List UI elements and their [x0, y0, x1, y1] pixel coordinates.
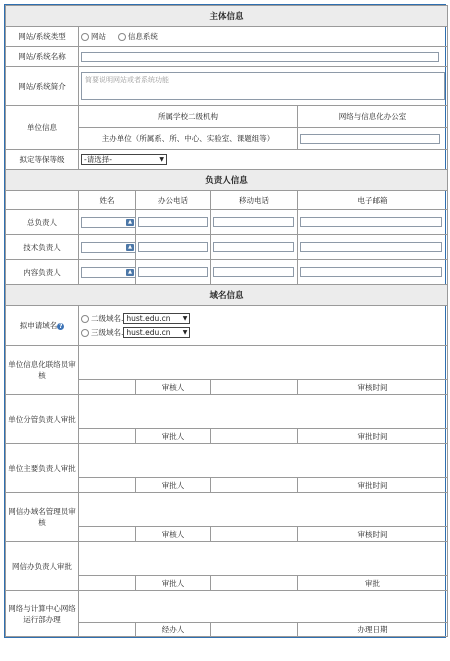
site-intro-textarea[interactable]: 简要说明网站或者系统功能 — [81, 72, 445, 100]
row-label-content: 内容负责人 — [6, 260, 79, 285]
chevron-down-icon: ▼ — [159, 156, 164, 163]
approval-signer: 审核人 — [136, 380, 211, 395]
site-type-options — [79, 27, 448, 47]
mobile-input[interactable] — [213, 242, 294, 252]
office-phone-input[interactable] — [138, 242, 208, 252]
radio-icon[interactable] — [81, 33, 89, 41]
unit-col-secondary-org: 所属学校二级机构 — [79, 106, 298, 128]
person-picker-icon[interactable]: ▲ — [126, 269, 134, 276]
site-type-radio-system[interactable]: 信息系统 — [118, 32, 158, 41]
approval-label: 网信办负责人审批 — [6, 542, 79, 591]
person-picker-icon[interactable]: ▲ — [126, 244, 134, 251]
name-input[interactable] — [81, 242, 136, 253]
site-type-label: 网站/系统类型 — [6, 27, 79, 47]
approval-label: 单位信息化联络员审核 — [6, 346, 79, 395]
radio-icon[interactable] — [81, 329, 89, 337]
header-email: 电子邮箱 — [298, 191, 448, 210]
table-row — [6, 260, 448, 285]
name-input[interactable] — [81, 217, 136, 228]
person-picker-icon[interactable]: ▲ — [126, 219, 134, 226]
form-table — [5, 5, 448, 637]
approval-time: 审批 — [298, 576, 448, 591]
domain-level3-select[interactable]: hust.edu.cn ▼ — [123, 327, 190, 338]
email-input[interactable] — [300, 242, 442, 252]
header-office-phone: 办公电话 — [136, 191, 211, 210]
section-main-title: 主体信息 — [6, 6, 448, 27]
approval-signer: 审批人 — [136, 478, 211, 493]
domain-level3-option[interactable]: 三级域名. hust.edu.cn ▼ — [81, 326, 445, 340]
approval-label: 单位主要负责人审批 — [6, 444, 79, 493]
site-type-radio-website[interactable]: 网站 — [81, 32, 106, 41]
approval-label: 网信办域名管理员审核 — [6, 493, 79, 542]
email-input[interactable] — [300, 267, 442, 277]
row-label-technical: 技术负责人 — [6, 235, 79, 260]
grade-label: 拟定等保等级 — [6, 150, 79, 170]
approval-signer: 审核人 — [136, 527, 211, 542]
approval-time: 审核时间 — [298, 380, 448, 395]
apply-domain-label: 拟申请域名 — [19, 321, 58, 330]
site-intro-label: 网站/系统简介 — [6, 67, 79, 106]
office-phone-input[interactable] — [138, 267, 208, 277]
table-row — [6, 210, 448, 235]
approval-signer: 经办人 — [136, 623, 211, 637]
chevron-down-icon: ▼ — [182, 329, 188, 336]
header-mobile: 移动电话 — [211, 191, 298, 210]
office-phone-input[interactable] — [138, 217, 208, 227]
header-name: 姓名 — [79, 191, 136, 210]
approval-time: 审核时间 — [298, 527, 448, 542]
section-domain-title: 域名信息 — [6, 285, 448, 306]
name-input[interactable] — [81, 267, 136, 278]
approval-signer: 审批人 — [136, 576, 211, 591]
network-office-input[interactable] — [300, 134, 440, 144]
mobile-input[interactable] — [213, 267, 294, 277]
site-name-label: 网站/系统名称 — [6, 47, 79, 67]
approval-label: 单位分管负责人审批 — [6, 395, 79, 444]
host-unit-label: 主办单位（所属系、所、中心、实验室、课题组等） — [79, 128, 298, 150]
grade-select[interactable]: -请选择- ▼ — [81, 154, 167, 165]
help-icon[interactable]: ? — [59, 322, 63, 330]
registration-form — [4, 4, 446, 638]
mobile-input[interactable] — [213, 217, 294, 227]
radio-icon[interactable] — [81, 315, 89, 323]
site-name-input[interactable] — [81, 52, 439, 62]
table-row — [6, 235, 448, 260]
unit-label: 单位信息 — [6, 106, 79, 150]
approval-time: 审批时间 — [298, 478, 448, 493]
unit-col-network-office: 网络与信息化办公室 — [298, 106, 448, 128]
approval-time: 办理日期 — [298, 623, 448, 637]
row-label-general: 总负责人 — [6, 210, 79, 235]
domain-level2-option[interactable]: 二级域名. hust.edu.cn ▼ — [81, 312, 445, 326]
approval-signer: 审批人 — [136, 429, 211, 444]
section-responsible-title: 负责人信息 — [6, 170, 448, 191]
approval-time: 审批时间 — [298, 429, 448, 444]
domain-level2-select[interactable]: hust.edu.cn ▼ — [123, 313, 190, 324]
email-input[interactable] — [300, 217, 442, 227]
approval-label: 网络与计算中心网络运行部办理 — [6, 591, 79, 637]
chevron-down-icon: ▼ — [182, 315, 188, 322]
radio-icon[interactable] — [118, 33, 126, 41]
